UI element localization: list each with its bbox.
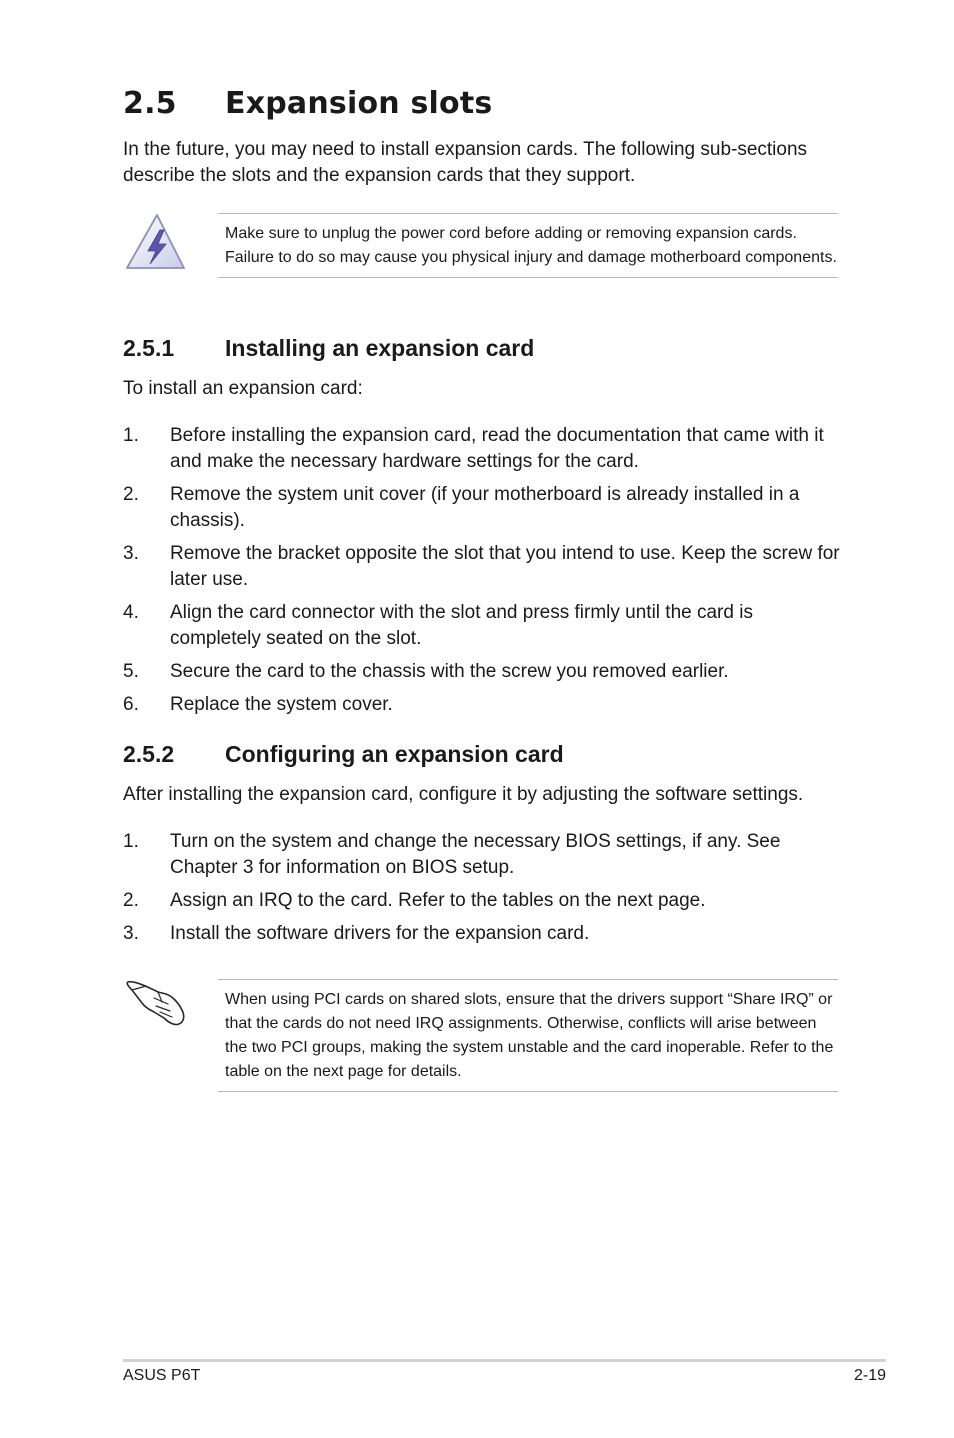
step-number: 3. xyxy=(123,543,139,564)
step-number: 4. xyxy=(123,602,139,623)
step-number: 6. xyxy=(123,694,139,715)
warning-text: Make sure to unplug the power cord before adding or removing expansion cards. Failure to do so may cause you physical injury and damage motherboard components. xyxy=(225,225,837,266)
list-item xyxy=(123,423,843,475)
install-steps-list xyxy=(123,423,843,725)
configure-lead: After installing the expansion card, configure it by adjusting the software settings. xyxy=(123,784,804,805)
section-heading xyxy=(123,86,492,121)
step-text: Replace the system cover. xyxy=(170,694,393,715)
step-number: 1. xyxy=(123,425,139,446)
intro-paragraph: In the future, you may need to install expansion cards. The following sub-sections describe the slots and the expansion cards that they support. xyxy=(123,139,808,186)
list-item xyxy=(123,829,843,881)
step-text: Install the software drivers for the expansion card. xyxy=(170,923,590,944)
subsection-title: Configuring an expansion card xyxy=(225,741,564,767)
step-number: 3. xyxy=(123,923,139,944)
step-number: 1. xyxy=(123,831,139,852)
list-item xyxy=(123,482,843,534)
step-text: Turn on the system and change the necessary BIOS settings, if any. See Chapter 3 for information on BIOS setup. xyxy=(170,831,781,878)
section-number: 2.5 xyxy=(123,86,177,121)
note-text: When using PCI cards on shared slots, ensure that the drivers support “Share IRQ” or that the cards do not need IRQ assignments. Otherwise, conflicts will arise between the two PCI groups, making the system unstable and the card inoperable. Refer to the table on the next page for details. xyxy=(225,991,834,1080)
list-item xyxy=(123,692,843,718)
footer-page-number: 2-19 xyxy=(853,1367,886,1384)
warning-lightning-icon xyxy=(124,211,186,273)
list-item xyxy=(123,600,843,652)
footer-product-name: ASUS P6T xyxy=(123,1367,201,1384)
list-item xyxy=(123,659,843,685)
step-text: Remove the bracket opposite the slot that you intend to use. Keep the screw for later use. xyxy=(170,543,840,590)
note-callout xyxy=(218,979,838,1092)
step-text: Secure the card to the chassis with the screw you removed earlier. xyxy=(170,661,729,682)
section-title: Expansion slots xyxy=(225,86,493,121)
subsection-heading-installing xyxy=(123,335,534,362)
subsection-heading-configuring xyxy=(123,741,564,768)
step-text: Before installing the expansion card, read the documentation that came with it and make the necessary hardware settings for the card. xyxy=(170,425,824,472)
warning-callout xyxy=(218,213,838,278)
step-number: 2. xyxy=(123,890,139,911)
list-item xyxy=(123,888,843,914)
step-text: Align the card connector with the slot and press firmly until the card is completely seated on the slot. xyxy=(170,602,753,649)
subsection-number: 2.5.1 xyxy=(123,335,175,361)
install-lead: To install an expansion card: xyxy=(123,378,363,399)
footer-divider xyxy=(123,1359,886,1362)
step-number: 5. xyxy=(123,661,139,682)
step-number: 2. xyxy=(123,484,139,505)
list-item xyxy=(123,921,843,947)
subsection-number: 2.5.2 xyxy=(123,741,175,767)
subsection-title: Installing an expansion card xyxy=(225,335,535,361)
pointing-hand-icon xyxy=(124,976,188,1028)
step-text: Assign an IRQ to the card. Refer to the tables on the next page. xyxy=(170,890,706,911)
list-item xyxy=(123,541,843,593)
configure-steps-list xyxy=(123,829,843,954)
step-text: Remove the system unit cover (if your motherboard is already installed in a chassis). xyxy=(170,484,800,531)
